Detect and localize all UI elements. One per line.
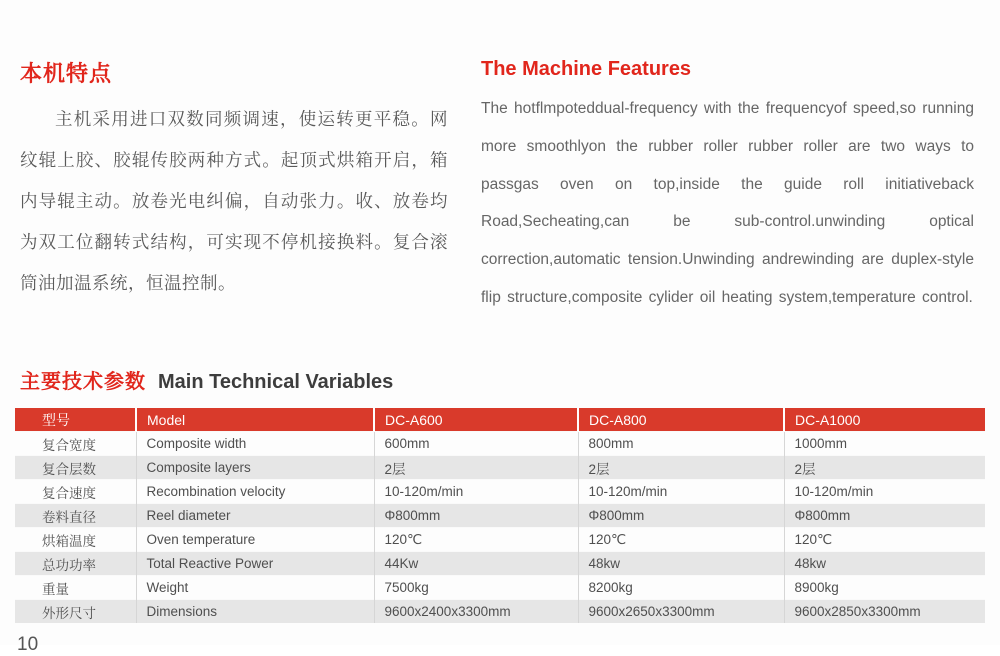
header-cell-type: 型号 xyxy=(15,408,136,432)
cell-value-a600: 9600x2400x3300mm xyxy=(374,600,578,624)
table-row xyxy=(15,528,985,552)
features-heading-en: The Machine Features xyxy=(481,58,692,80)
cell-value-a800: 10-120m/min xyxy=(578,480,784,504)
table-row xyxy=(15,576,985,600)
cell-param-en: Oven temperature xyxy=(136,528,374,552)
cell-value-a800: 48kw xyxy=(578,552,784,576)
cell-param-cn: 烘箱温度 xyxy=(15,528,136,552)
cell-param-cn: 重量 xyxy=(15,576,136,600)
cell-value-a800: Φ800mm xyxy=(578,504,784,528)
cell-value-a800: 800mm xyxy=(578,432,784,456)
cell-value-a800: 120℃ xyxy=(578,528,784,552)
table-header-row xyxy=(15,408,985,432)
table-row xyxy=(15,600,985,624)
features-heading-cn: 本机特点 xyxy=(20,61,113,86)
cell-param-en: Total Reactive Power xyxy=(136,552,374,576)
cell-param-en: Recombination velocity xyxy=(136,480,374,504)
cell-param-cn: 总功功率 xyxy=(15,552,136,576)
table-row xyxy=(15,432,985,456)
cell-value-a800: 8200kg xyxy=(578,576,784,600)
cell-value-a800: 2层 xyxy=(578,456,784,480)
cell-value-a1000: 1000mm xyxy=(784,432,985,456)
features-section-en xyxy=(481,58,974,317)
features-body-cn: 主机采用进口双数同频调速，使运转更平稳。网纹辊上胶、胶辊传胶两种方式。起顶式烘箱开启，箱内导辊主动。放卷光电纠偏，自动张力。收、放卷均为双工位翻转式结构，可实现不停机接换料。复合滚筒油加温系统，恒温控制。 xyxy=(20,109,448,293)
cell-param-en: Composite width xyxy=(136,432,374,456)
cell-param-en: Composite layers xyxy=(136,456,374,480)
table-row xyxy=(15,504,985,528)
cell-value-a600: Φ800mm xyxy=(374,504,578,528)
features-section-cn xyxy=(20,57,448,304)
cell-param-cn: 复合宽度 xyxy=(15,432,136,456)
cell-value-a600: 600mm xyxy=(374,432,578,456)
header-cell-dc-a800: DC-A800 xyxy=(578,408,784,432)
header-cell-dc-a600: DC-A600 xyxy=(374,408,578,432)
cell-param-en: Weight xyxy=(136,576,374,600)
features-body-en: The hotflmpoteddual-frequency with the frequencyof speed,so running more smoothlyon the rubber roller rubber roller are two ways to passgas oven on top,inside the guide roll initiativeback Road,Secheating,can be sub-control.unwinding optical correction,automatic tension.Unwinding andrewinding are duplex-style flip structure,composite cylider oil heating system,temperature control. xyxy=(481,100,974,306)
tech-heading-cn: 主要技术参数 xyxy=(20,371,146,393)
cell-param-en: Reel diameter xyxy=(136,504,374,528)
cell-value-a600: 120℃ xyxy=(374,528,578,552)
cell-value-a1000: 10-120m/min xyxy=(784,480,985,504)
cell-value-a1000: 9600x2850x3300mm xyxy=(784,600,985,624)
cell-value-a800: 9600x2650x3300mm xyxy=(578,600,784,624)
table-row xyxy=(15,552,985,576)
cell-value-a600: 2层 xyxy=(374,456,578,480)
cell-param-en: Dimensions xyxy=(136,600,374,624)
page-number: 10 xyxy=(17,634,39,655)
table-row xyxy=(15,480,985,504)
cell-value-a1000: 2层 xyxy=(784,456,985,480)
cell-value-a600: 44Kw xyxy=(374,552,578,576)
cell-param-cn: 复合层数 xyxy=(15,456,136,480)
cell-value-a1000: 120℃ xyxy=(784,528,985,552)
cell-param-cn: 复合速度 xyxy=(15,480,136,504)
table-row xyxy=(15,456,985,480)
tech-heading-en: Main Technical Variables xyxy=(158,371,394,393)
header-cell-dc-a1000: DC-A1000 xyxy=(784,408,985,432)
cell-value-a600: 10-120m/min xyxy=(374,480,578,504)
header-cell-model: Model xyxy=(136,408,374,432)
tech-section-heading xyxy=(20,365,393,394)
cell-param-cn: 外形尺寸 xyxy=(15,600,136,624)
spec-table xyxy=(15,408,985,623)
cell-value-a1000: Φ800mm xyxy=(784,504,985,528)
cell-value-a600: 7500kg xyxy=(374,576,578,600)
cell-param-cn: 卷料直径 xyxy=(15,504,136,528)
cell-value-a1000: 8900kg xyxy=(784,576,985,600)
cell-value-a1000: 48kw xyxy=(784,552,985,576)
